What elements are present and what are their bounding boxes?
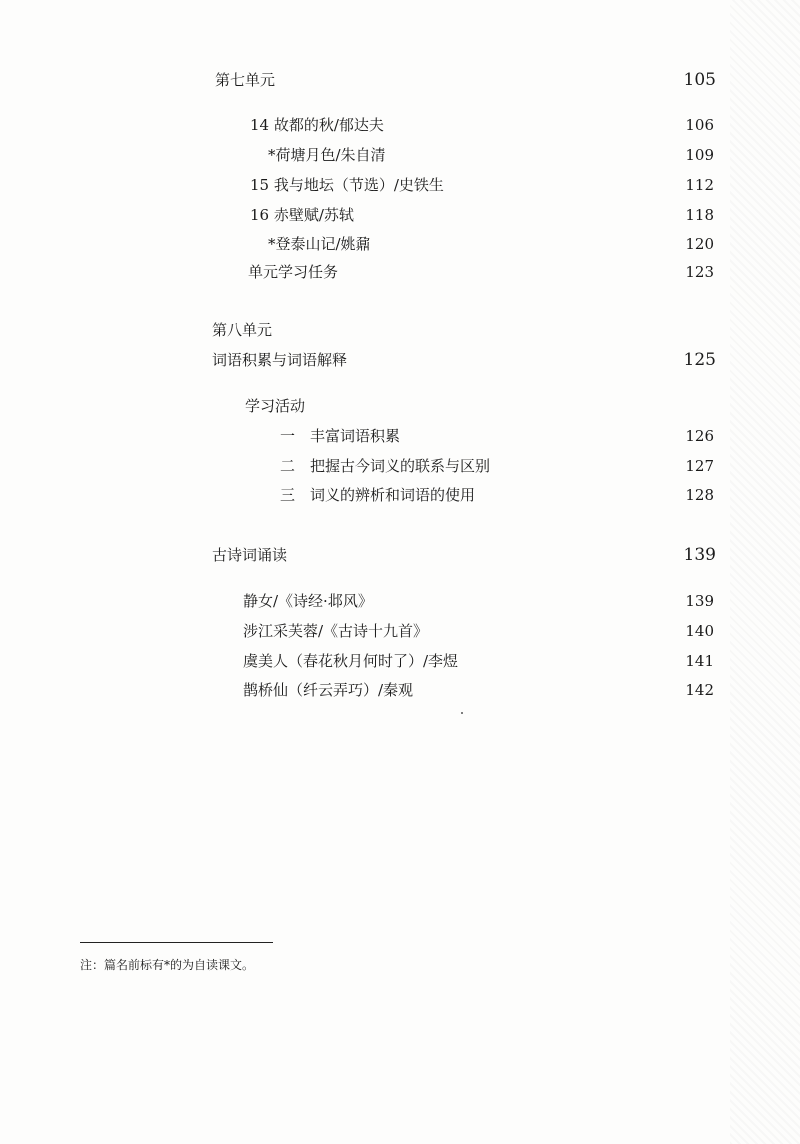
toc-unit-heading	[0, 316, 800, 344]
footnote-rule	[80, 942, 273, 943]
toc-page: 126	[685, 427, 714, 445]
toc-section-heading	[0, 541, 800, 569]
toc-entry	[0, 201, 800, 229]
toc-title: 古诗词诵读	[212, 546, 288, 564]
toc-page: 105	[683, 70, 716, 90]
toc-entry	[0, 617, 800, 645]
toc-entry	[0, 111, 800, 139]
toc-title: 三 词义的辨析和词语的使用	[280, 486, 476, 504]
toc-title: 鹊桥仙（纤云弄巧）/秦观	[243, 681, 414, 699]
toc-title: 二 把握古今词义的联系与区别	[280, 457, 491, 475]
toc-title: 第七单元	[215, 71, 276, 89]
toc-entry	[0, 676, 800, 704]
toc-page: 120	[685, 235, 714, 253]
toc-page: 142	[685, 681, 714, 699]
toc-entry	[0, 171, 800, 199]
toc-entry	[0, 587, 800, 615]
scan-speck	[461, 712, 463, 714]
toc-title: 16 赤壁赋/苏轼	[250, 206, 354, 224]
toc-title: 涉江采芙蓉/《古诗十九首》	[243, 622, 429, 640]
toc-entry	[0, 647, 800, 675]
toc-title: 虞美人（春花秋月何时了）/李煜	[243, 652, 459, 670]
toc-title: 第八单元	[212, 321, 273, 339]
toc-entry	[0, 422, 800, 450]
toc-page: 141	[685, 652, 714, 670]
toc-title: 单元学习任务	[248, 263, 339, 281]
toc-page: 139	[683, 545, 716, 565]
toc-page: 127	[685, 457, 714, 475]
footnote-text: 注：篇名前标有*的为自读课文。	[80, 958, 255, 972]
toc-section-heading	[0, 346, 800, 374]
toc-title: *登泰山记/姚鼐	[268, 235, 371, 253]
toc-unit-heading	[0, 66, 800, 94]
toc-page: 140	[685, 622, 714, 640]
toc-page: 118	[685, 206, 714, 224]
toc-entry	[0, 452, 800, 480]
toc-entry	[0, 230, 800, 258]
toc-entry	[0, 481, 800, 509]
toc-page: 106	[685, 116, 714, 134]
toc-page: 125	[683, 350, 716, 370]
toc-title: 静女/《诗经·邶风》	[243, 592, 373, 610]
toc-title: *荷塘月色/朱自清	[268, 146, 386, 164]
toc-title: 一 丰富词语积累	[280, 427, 401, 445]
toc-page: 123	[685, 263, 714, 281]
toc-page: 139	[685, 592, 714, 610]
toc-page: 128	[685, 486, 714, 504]
toc-page: 109	[685, 146, 714, 164]
toc-title: 学习活动	[245, 397, 306, 415]
toc-title: 15 我与地坛（节选）/史铁生	[250, 176, 444, 194]
toc-entry	[0, 141, 800, 169]
toc-title: 词语积累与词语解释	[212, 351, 348, 369]
toc-entry	[0, 258, 800, 286]
toc-title: 14 故都的秋/郁达夫	[250, 116, 384, 134]
toc-subheading	[0, 392, 800, 420]
toc-page: 112	[685, 176, 714, 194]
